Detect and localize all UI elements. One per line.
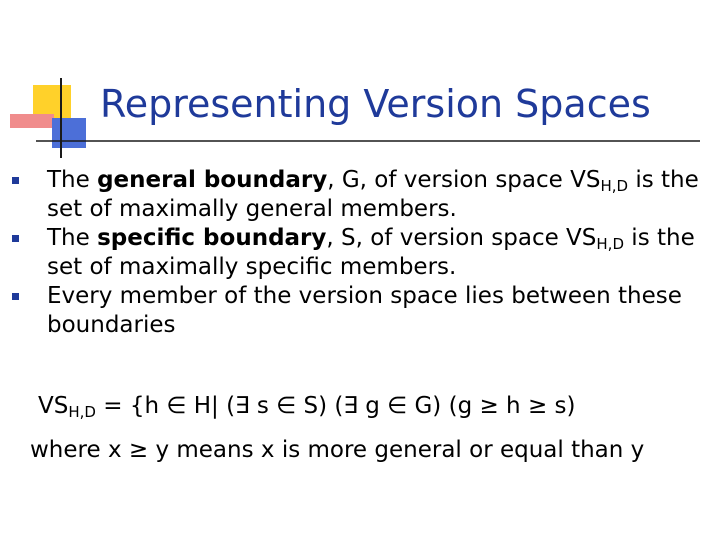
bullet-list <box>12 166 712 340</box>
bullet-text-pre: The <box>47 167 98 193</box>
bullet-bold-term: general boundary <box>97 167 328 193</box>
bullet-text-post: is the set of maximally specific members. <box>47 225 695 280</box>
slide-title: Representing Version Spaces <box>100 82 651 126</box>
deco-pink-bar <box>10 114 54 128</box>
bullet-marker <box>12 235 19 242</box>
where-line: where x ≥ y means x is more general or equal than y <box>30 437 645 463</box>
formula-pre: VS <box>38 393 69 419</box>
bullet-text: Every member of the version space lies between these boundaries <box>47 283 682 338</box>
bullet-between-boundaries <box>12 282 712 340</box>
bullet-specific-boundary <box>12 224 712 282</box>
bullet-subscript: H,D <box>600 177 629 195</box>
bullet-subscript: H,D <box>596 235 624 253</box>
bullet-marker <box>12 293 19 300</box>
version-space-formula <box>38 392 575 421</box>
bullet-text-mid: , G, of version space VS <box>327 167 601 193</box>
formula-post: = {h ∈ H| (∃ s ∈ S) (∃ g ∈ G) (g ≥ h ≥ s) <box>95 393 576 419</box>
bullet-text-mid: , S, of version space VS <box>326 225 597 251</box>
deco-blue-square <box>52 118 86 148</box>
bullet-text-post: is the set of maximally general members. <box>47 167 699 222</box>
bullet-text-pre: The <box>47 225 98 251</box>
bullet-general-boundary <box>12 166 712 224</box>
title-decoration <box>0 0 720 160</box>
bullet-marker <box>12 177 19 184</box>
bullet-bold-term: specific boundary <box>97 225 327 251</box>
formula-subscript: H,D <box>68 403 96 421</box>
